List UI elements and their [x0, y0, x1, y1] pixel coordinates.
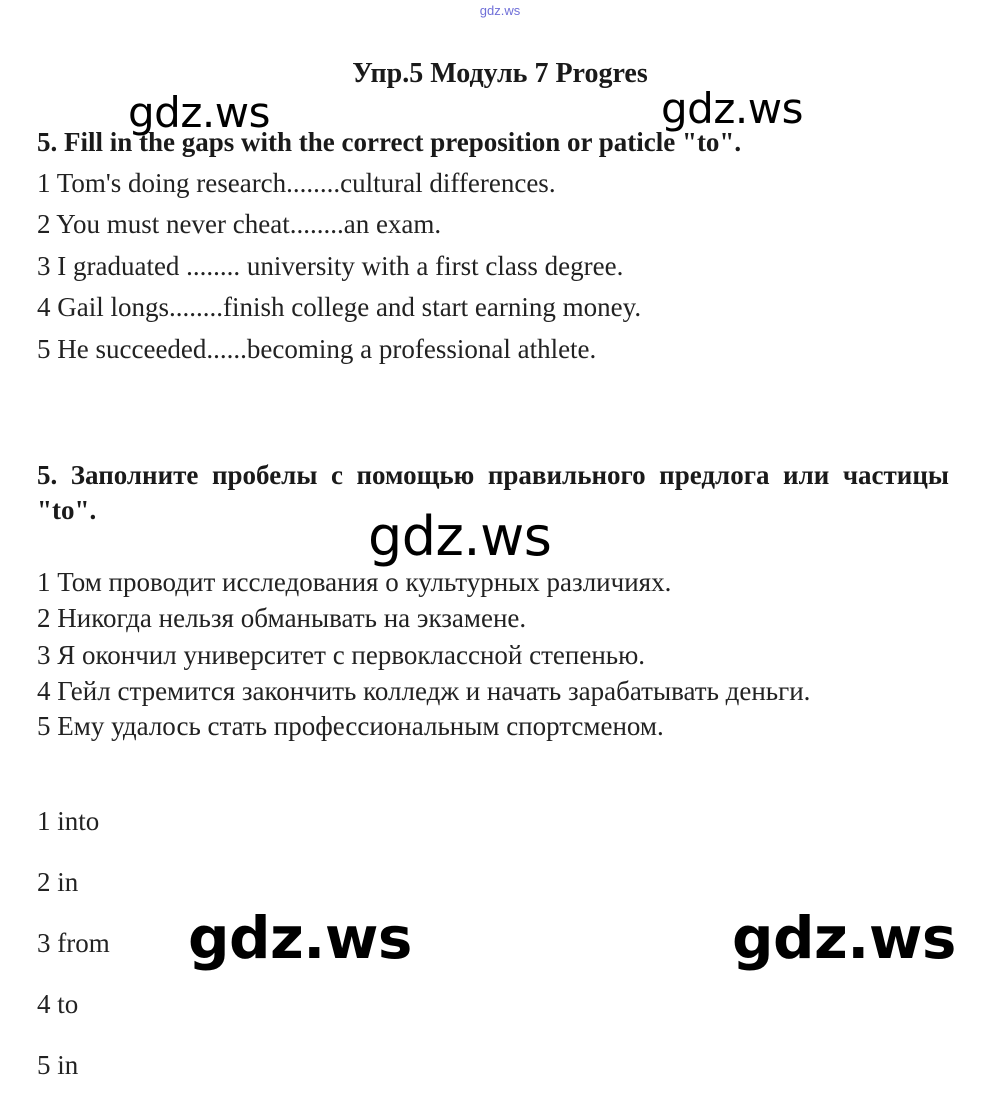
- exercise-heading-russian: 5. Заполните пробелы с помощью правильного предлога или частицы "to".: [37, 460, 949, 525]
- answer-item: 5 in: [37, 1050, 79, 1080]
- russian-line: 5 Ему удалось стать профессиональным спортсменом.: [37, 711, 664, 741]
- answer-item: 4 to: [37, 989, 79, 1019]
- russian-line: 3 Я окончил университет с первоклассной степенью.: [37, 640, 646, 670]
- answer-item: 3 from: [37, 928, 110, 958]
- watermark: gdz.ws: [661, 84, 803, 133]
- watermark: gdz.ws: [732, 904, 956, 972]
- watermark: gdz.ws: [188, 904, 412, 972]
- english-line: 3 I graduated ........ university with a first class degree.: [37, 251, 624, 281]
- russian-line: 1 Том проводит исследования о культурных различиях.: [37, 567, 672, 597]
- watermark: gdz.ws: [128, 88, 270, 137]
- watermark: gdz.ws: [368, 505, 552, 568]
- answer-item: 2 in: [37, 867, 79, 897]
- russian-line: 2 Никогда нельзя обманывать на экзамене.: [37, 603, 527, 633]
- english-line: 4 Gail longs........finish college and start earning money.: [37, 292, 642, 322]
- russian-line: 4 Гейл стремится закончить колледж и начать зарабатывать деньги.: [37, 676, 811, 706]
- english-line: 5 He succeeded......becoming a professional athlete.: [37, 334, 597, 364]
- english-line: 2 You must never cheat........an exam.: [37, 209, 442, 239]
- watermark-top: gdz.ws: [479, 3, 521, 18]
- page-title: Упр.5 Модуль 7 Progres: [352, 58, 648, 89]
- english-line: 1 Tom's doing research........cultural differences.: [37, 168, 556, 198]
- exercise-heading-english: 5. Fill in the gaps with the correct preposition or paticle "to".: [37, 127, 742, 157]
- answer-item: 1 into: [37, 806, 100, 836]
